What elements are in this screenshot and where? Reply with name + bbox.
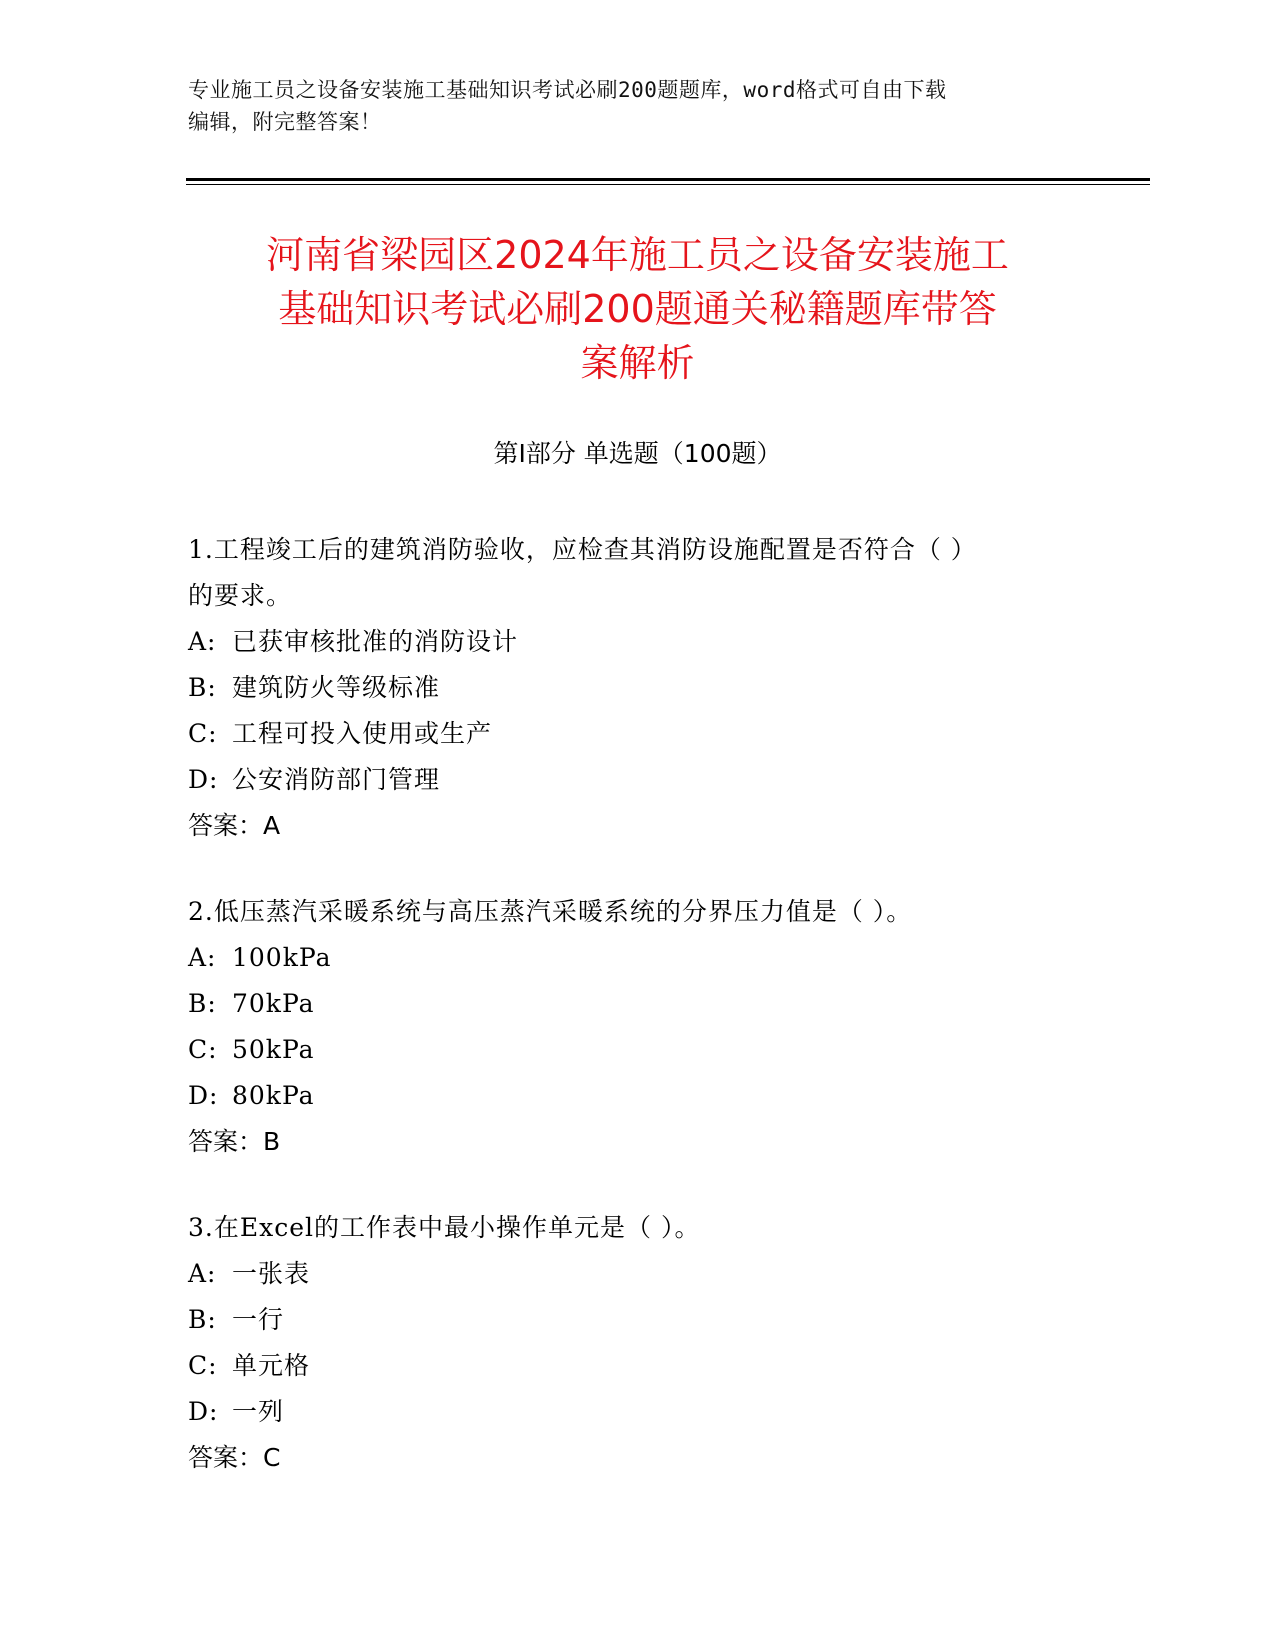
option-text: 一张表 (232, 1259, 311, 1288)
header-note-line: 专业施工员之设备安装施工基础知识考试必刷200题题库，word格式可自由下载 (188, 78, 947, 102)
question-stem: 3.在Excel的工作表中最小操作单元是（ ）。 (188, 1213, 701, 1242)
option-d (188, 1073, 1088, 1119)
option-d (188, 1389, 1088, 1435)
option-letter: B: (188, 1305, 217, 1334)
option-c (188, 1343, 1088, 1389)
document-title (150, 228, 1125, 390)
option-d (188, 757, 1088, 803)
option-c (188, 711, 1088, 757)
option-text: 100kPa (232, 943, 332, 972)
option-text: 建筑防火等级标准 (232, 673, 441, 702)
option-letter: B: (188, 989, 217, 1018)
option-letter: B: (188, 673, 217, 702)
option-text: 50kPa (232, 1035, 315, 1064)
option-b (188, 981, 1088, 1027)
option-letter: C: (188, 1351, 218, 1380)
header-divider-thin (186, 184, 1150, 185)
option-text: 一列 (232, 1397, 285, 1426)
option-letter: A: (188, 1259, 217, 1288)
option-text: 80kPa (232, 1081, 315, 1110)
option-letter: D: (188, 1397, 219, 1426)
option-a (188, 619, 1088, 665)
option-letter: D: (188, 1081, 219, 1110)
option-letter: D: (188, 765, 219, 794)
title-line: 基础知识考试必刷200题通关秘籍题库带答 (278, 287, 997, 331)
answer: 答案：A (188, 811, 281, 840)
option-c (188, 1027, 1088, 1073)
option-text: 工程可投入使用或生产 (232, 719, 493, 748)
option-letter: C: (188, 719, 218, 748)
question-3 (188, 1205, 1088, 1481)
option-b (188, 1297, 1088, 1343)
answer: 答案：C (188, 1443, 281, 1472)
option-text: 公安消防部门管理 (232, 765, 441, 794)
header-note-line: 编辑，附完整答案！ (188, 110, 382, 134)
option-b (188, 665, 1088, 711)
option-a (188, 1251, 1088, 1297)
option-text: 一行 (232, 1305, 285, 1334)
question-1 (188, 527, 1088, 849)
header-divider-thick (186, 178, 1150, 181)
question-2 (188, 889, 1088, 1165)
section-heading: 第Ⅰ部分 单选题（100题） (493, 439, 782, 468)
option-text: 已获审核批准的消防设计 (232, 627, 519, 656)
option-letter: A: (188, 943, 217, 972)
option-letter: C: (188, 1035, 218, 1064)
option-text: 70kPa (232, 989, 315, 1018)
question-list (188, 527, 1088, 1521)
title-line: 河南省梁园区2024年施工员之设备安装施工 (266, 233, 1009, 277)
question-stem: 的要求。 (188, 581, 293, 610)
option-a (188, 935, 1088, 981)
title-line: 案解析 (580, 341, 695, 385)
question-stem: 1.工程竣工后的建筑消防验收，应检查其消防设施配置是否符合（ ） (188, 535, 977, 564)
header-note (188, 74, 1088, 138)
option-text: 单元格 (232, 1351, 311, 1380)
option-letter: A: (188, 627, 217, 656)
answer: 答案：B (188, 1127, 281, 1156)
question-stem: 2.低压蒸汽采暖系统与高压蒸汽采暖系统的分界压力值是（ ）。 (188, 897, 913, 926)
